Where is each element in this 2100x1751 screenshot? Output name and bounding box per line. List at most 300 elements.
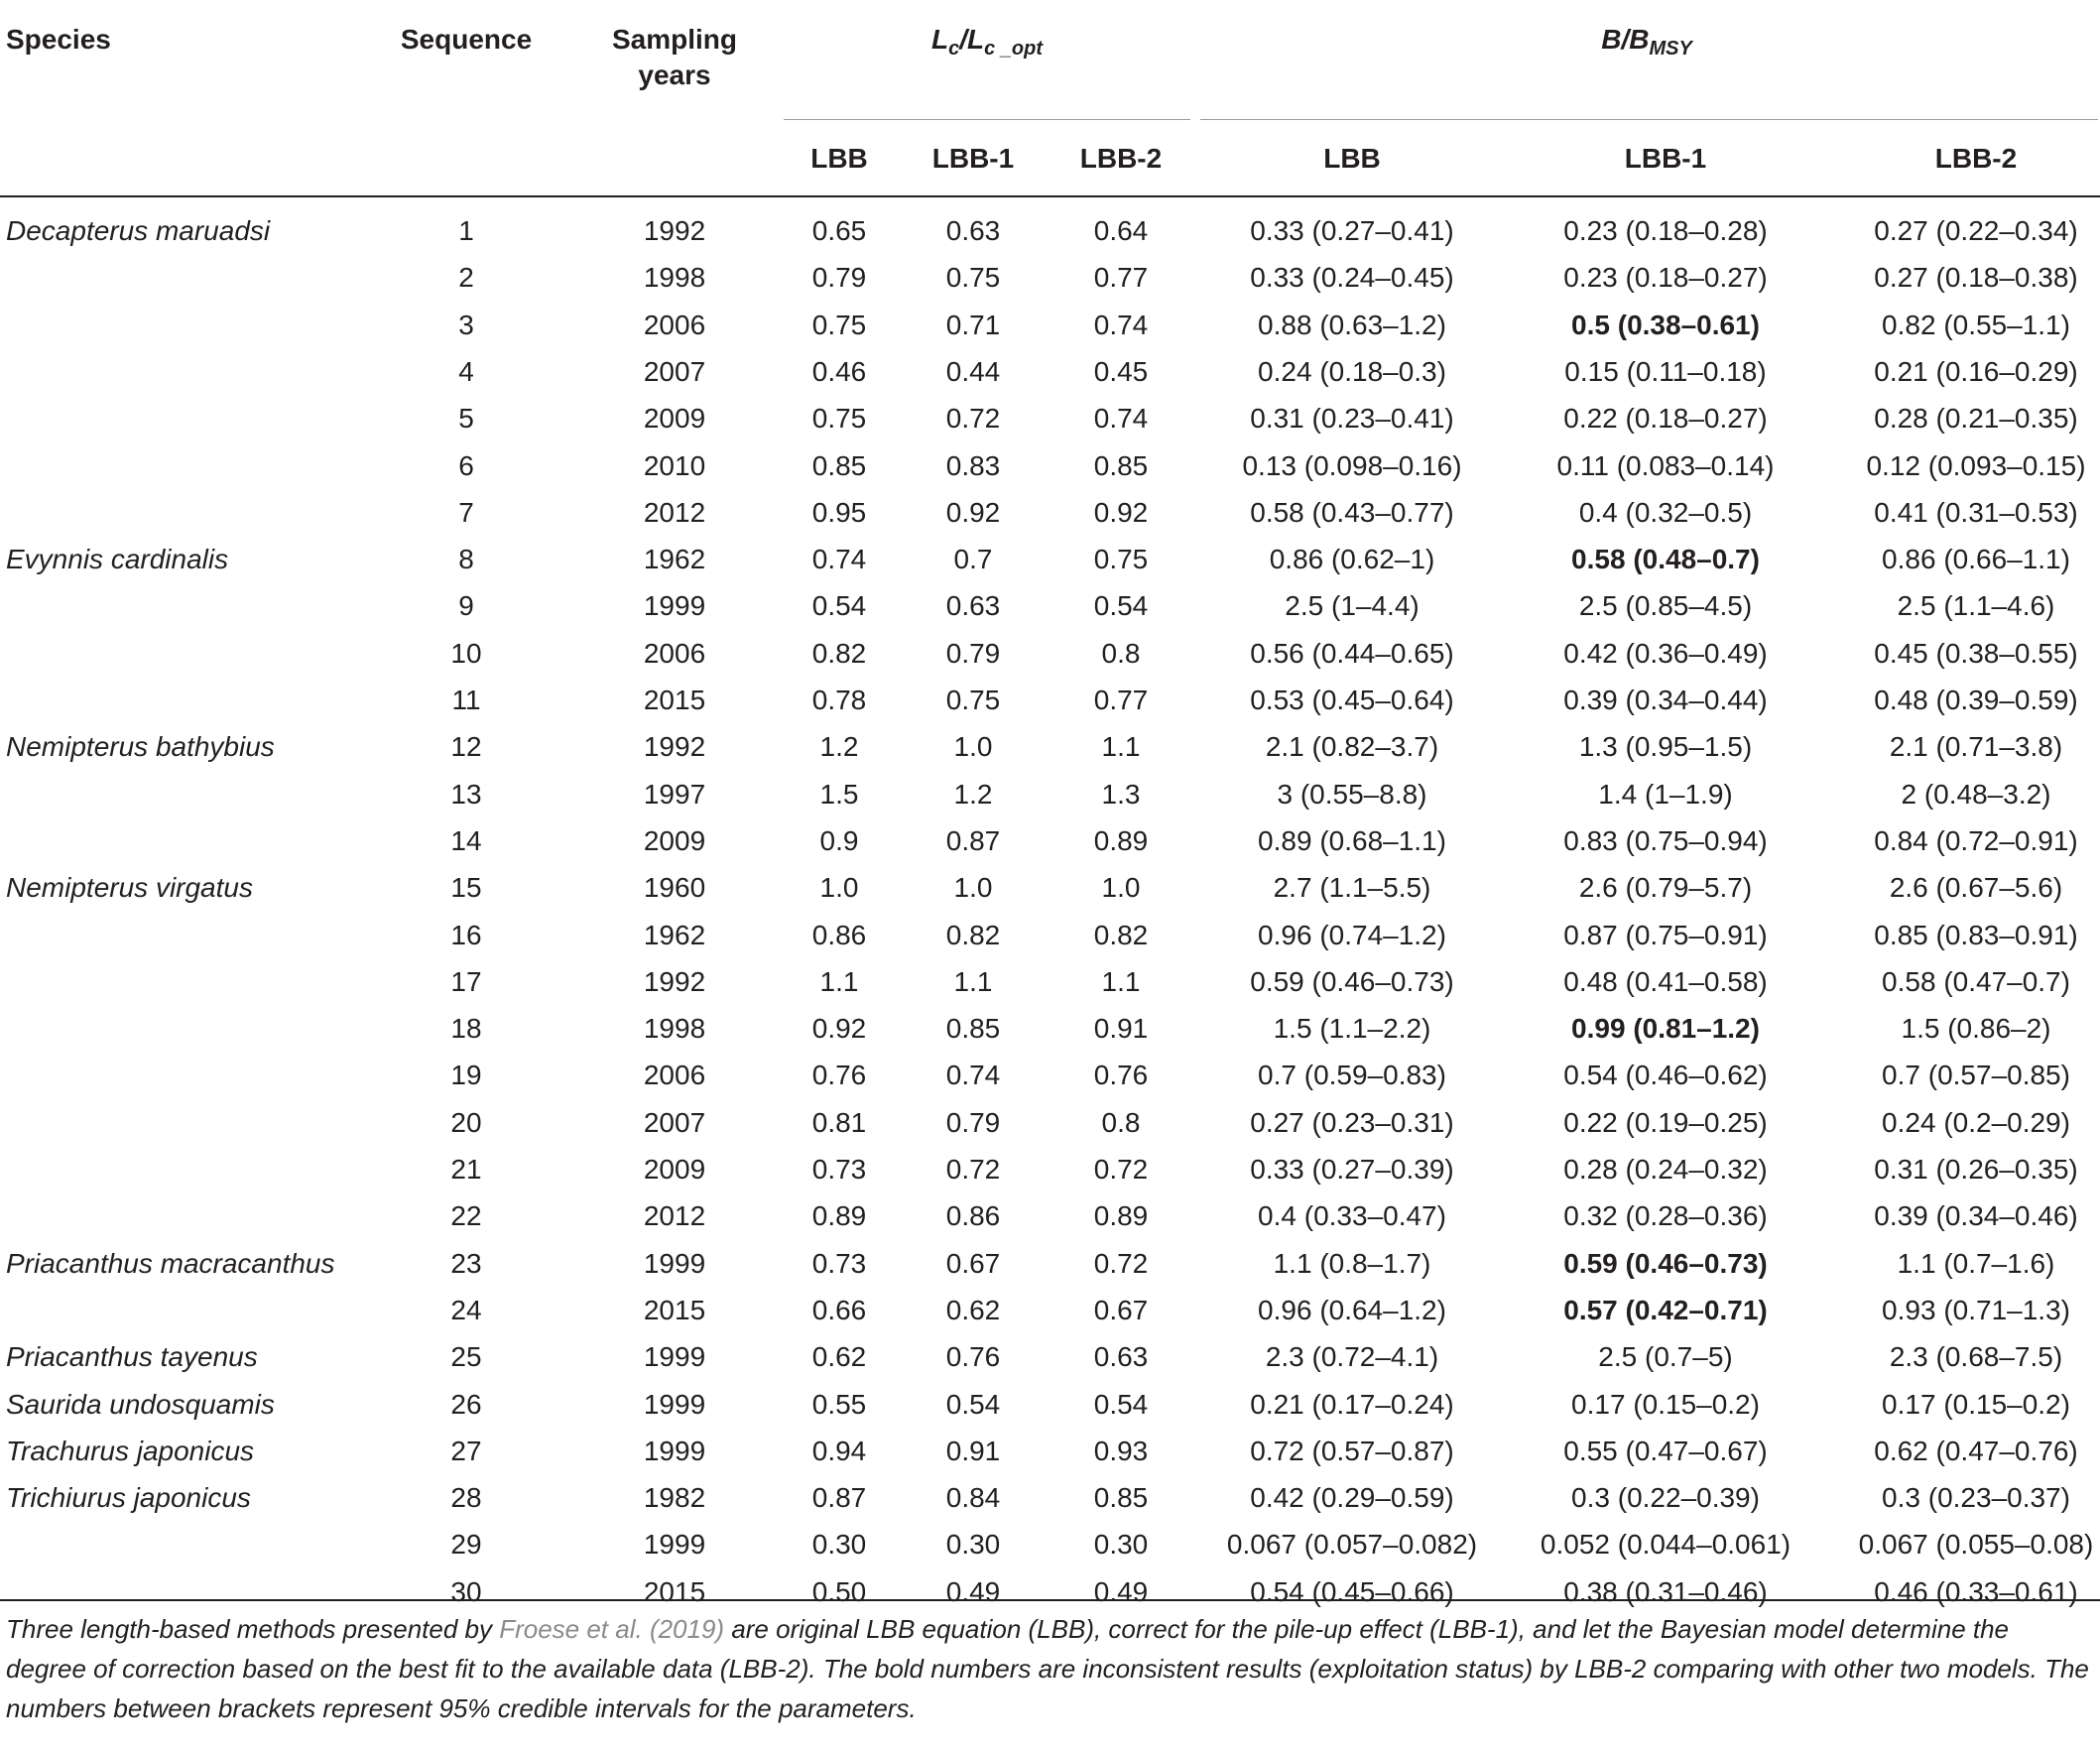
lc-lbb1-cell: 0.79 [945,637,1001,669]
year-cell: 2015 [643,1294,706,1325]
b-lbb2-cell: 0.24 (0.2–0.29) [1882,1106,2070,1138]
lc-lbb2-cell: 0.72 [1093,1247,1149,1279]
b-lbb2-cell: 0.27 (0.22–0.34) [1874,215,2078,246]
lc-lbb2-cell: 1.1 [1101,731,1141,763]
table-row [0,302,2100,348]
lc-lbb1-cell: 0.83 [945,449,1001,481]
lc-lbb1-cell: 0.72 [945,1154,1001,1185]
sequence-cell: 30 [450,1575,482,1607]
b-lbb-cell: 0.24 (0.18–0.3) [1258,355,1446,387]
sequence-cell: 28 [450,1482,482,1514]
b-lbb1-cell: 0.39 (0.34–0.44) [1563,685,1768,715]
lc-lbb-cell: 0.30 [811,1529,867,1561]
lc-lbb1-cell: 0.85 [945,1013,1001,1045]
table-row [0,677,2100,723]
b-lbb-cell: 0.33 (0.24–0.45) [1250,262,1454,294]
year-cell: 1960 [643,872,706,904]
table-row [0,395,2100,441]
b-lbb1-cell: 0.55 (0.47–0.67) [1563,1435,1768,1466]
b-lbb2-cell: 0.12 (0.093–0.15) [1866,449,2086,481]
b-lbb-cell: 2.7 (1.1–5.5) [1273,872,1431,904]
table-row [0,348,2100,395]
lc-lbb2-cell: 0.93 [1093,1435,1149,1466]
lc-lbb-cell: 0.94 [811,1435,867,1466]
footnote-text-1: Three length-based methods presented by [6,1614,500,1644]
lc-lbb-cell: 1.5 [819,778,859,810]
sequence-cell: 10 [450,637,482,669]
sequence-cell: 9 [458,590,474,622]
b-lbb2-cell: 0.58 (0.47–0.7) [1882,965,2070,997]
table-row [0,864,2100,911]
lc-sub2: c _opt [984,38,1044,60]
year-cell: 1999 [643,1341,706,1373]
species-cell: Trichiurus japonicus [6,1482,251,1514]
b-lbb-cell: 0.96 (0.64–1.2) [1258,1294,1446,1325]
sequence-cell: 13 [450,778,482,810]
lc-lbb2-cell: 0.92 [1093,496,1149,528]
lc-lbb1-cell: 1.0 [953,731,993,763]
lc-lbb2-cell: 0.8 [1101,637,1141,669]
table-row [0,771,2100,817]
table-bottom-rule [0,1599,2100,1601]
subheader-lc-lbb1: LBB-1 [931,143,1015,174]
lc-lbb2-cell: 0.8 [1101,1106,1141,1138]
species-cell: Nemipterus bathybius [6,731,275,763]
lc-lbb-cell: 0.89 [811,1200,867,1232]
lc-lbb-cell: 0.66 [811,1294,867,1325]
lc-lbb-cell: 0.81 [811,1106,867,1138]
b-lbb2-cell: 0.48 (0.39–0.59) [1874,685,2078,715]
lc-lbb2-cell: 0.76 [1093,1060,1149,1091]
lc-lbb-cell: 0.73 [811,1154,867,1185]
table-row [0,1146,2100,1192]
lc-lbb1-cell: 0.86 [945,1200,1001,1232]
b-lbb1-cell: 0.54 (0.46–0.62) [1563,1060,1768,1091]
year-cell: 2012 [643,496,706,528]
lc-lbb1-cell: 0.54 [945,1388,1001,1420]
table-row [0,442,2100,489]
sequence-cell: 14 [450,824,482,856]
b-lbb-cell: 0.21 (0.17–0.24) [1250,1388,1454,1420]
lc-lbb2-cell: 1.1 [1101,965,1141,997]
lc-lbb1-cell: 0.67 [945,1247,1001,1279]
sequence-cell: 19 [450,1060,482,1091]
b-lbb1-cell: 0.17 (0.15–0.2) [1571,1388,1760,1420]
b-lbb-cell: 2.1 (0.82–3.7) [1265,731,1439,763]
b-lbb2-cell: 0.41 (0.31–0.53) [1874,496,2078,528]
sequence-cell: 29 [450,1529,482,1561]
species-cell: Priacanthus tayenus [6,1341,258,1373]
group-rule-lc [784,119,1190,120]
species-cell: Trachurus japonicus [6,1435,255,1466]
b-lbb-cell: 0.067 (0.057–0.082) [1226,1529,1478,1561]
b-lbb2-cell: 2.6 (0.67–5.6) [1889,872,2063,904]
b-lbb1-cell: 0.58 (0.48–0.7) [1571,544,1760,575]
lc-lbb2-cell: 0.54 [1093,590,1149,622]
species-cell: Priacanthus macracanthus [6,1247,335,1279]
b-lbb-cell: 2.5 (1–4.4) [1285,590,1420,622]
b-lbb1-cell: 1.4 (1–1.9) [1598,778,1733,810]
table-row [0,912,2100,958]
lc-lbb1-cell: 0.63 [945,215,1001,246]
table-row [0,1005,2100,1052]
year-cell: 1982 [643,1482,706,1514]
lc-lbb2-cell: 1.3 [1101,778,1141,810]
b-lbb-cell: 0.89 (0.68–1.1) [1258,824,1446,856]
lc-lbb1-cell: 1.2 [953,778,993,810]
b-lbb2-cell: 0.7 (0.57–0.85) [1882,1060,2070,1091]
year-cell: 1997 [643,778,706,810]
sequence-cell: 17 [450,965,482,997]
group-rule-b [1200,119,2098,120]
year-cell: 1998 [643,262,706,294]
sequence-cell: 3 [458,309,474,340]
lc-lbb1-cell: 0.74 [945,1060,1001,1091]
b-lbb-cell: 0.59 (0.46–0.73) [1250,965,1454,997]
b-lbb1-cell: 2.5 (0.85–4.5) [1578,590,1753,622]
lc-lbb1-cell: 0.82 [945,919,1001,950]
b-lbb-cell: 0.33 (0.27–0.41) [1250,215,1454,246]
lc-lbb-cell: 0.9 [819,824,859,856]
table-row [0,1052,2100,1098]
year-cell: 2007 [643,1106,706,1138]
lc-lbb-cell: 1.2 [819,731,859,763]
lc-lbb2-cell: 0.89 [1093,1200,1149,1232]
year-cell: 1998 [643,1013,706,1045]
lc-lbb-cell: 0.75 [811,403,867,435]
table-row [0,582,2100,629]
lc-slash: /L [959,24,985,55]
lc-lbb2-cell: 0.77 [1093,685,1149,715]
b-lbb2-cell: 0.62 (0.47–0.76) [1874,1435,2078,1466]
b-lbb1-cell: 1.3 (0.95–1.5) [1578,731,1753,763]
subheader-b-lbb1: LBB-1 [1624,143,1707,174]
b-lbb2-cell: 2.3 (0.68–7.5) [1889,1341,2063,1373]
b-lbb1-cell: 2.6 (0.79–5.7) [1578,872,1753,904]
b-lbb1-cell: 0.4 (0.32–0.5) [1578,496,1753,528]
lc-sub1: c [948,38,960,60]
b-lbb2-cell: 0.3 (0.23–0.37) [1882,1482,2070,1514]
b-lbb1-cell: 0.32 (0.28–0.36) [1563,1200,1768,1232]
lc-lbb2-cell: 0.45 [1093,355,1149,387]
sequence-cell: 27 [450,1435,482,1466]
col-header-sequence: Sequence [400,24,533,55]
lc-lbb1-cell: 0.7 [953,544,993,575]
header-bottom-rule [0,195,2100,197]
b-lbb-cell: 0.53 (0.45–0.64) [1250,685,1454,715]
lc-lbb-cell: 0.86 [811,919,867,950]
b-lbb2-cell: 0.84 (0.72–0.91) [1874,824,2078,856]
subheader-b-lbb: LBB [1323,143,1381,174]
year-cell: 1992 [643,965,706,997]
lc-lbb1-cell: 0.44 [945,355,1001,387]
lc-lbb1-cell: 1.1 [953,965,993,997]
lc-lbb1-cell: 0.30 [945,1529,1001,1561]
lc-lbb-cell: 0.92 [811,1013,867,1045]
sequence-cell: 4 [458,355,474,387]
sequence-cell: 6 [458,449,474,481]
b-lbb1-cell: 0.57 (0.42–0.71) [1563,1294,1768,1325]
b-lbb2-cell: 0.31 (0.26–0.35) [1874,1154,2078,1185]
footnote-reference-link[interactable]: Froese et al. (2019) [499,1614,725,1644]
lc-lbb2-cell: 0.54 [1093,1388,1149,1420]
table-footnote [6,1609,2089,1728]
year-cell: 1962 [643,544,706,575]
table-row [0,1428,2100,1474]
b-lbb-cell: 1.5 (1.1–2.2) [1273,1013,1431,1045]
b-lbb2-cell: 0.067 (0.055–0.08) [1858,1529,2094,1561]
lc-lbb2-cell: 0.30 [1093,1529,1149,1561]
b-lbb1-cell: 0.23 (0.18–0.27) [1563,262,1768,294]
year-cell: 1992 [643,731,706,763]
year-cell: 2009 [643,1154,706,1185]
subheader-b-lbb2: LBB-2 [1934,143,2018,174]
year-cell: 1999 [643,1435,706,1466]
table-row [0,536,2100,582]
b-lbb1-cell: 0.15 (0.11–0.18) [1564,355,1767,387]
year-cell: 2009 [643,824,706,856]
b-lbb-cell: 0.56 (0.44–0.65) [1250,637,1454,669]
species-cell: Decapterus maruadsi [6,215,271,246]
lc-lbb1-cell: 0.63 [945,590,1001,622]
b-lbb1-cell: 0.11 (0.083–0.14) [1556,449,1775,481]
group-header-lc-lcopt [784,22,1190,66]
lc-lbb-cell: 1.1 [819,965,859,997]
table-row [0,1521,2100,1567]
lc-lbb1-cell: 0.87 [945,824,1001,856]
b-lbb1-cell: 0.22 (0.18–0.27) [1563,403,1768,435]
b-lbb1-cell: 0.052 (0.044–0.061) [1540,1529,1791,1561]
sequence-cell: 7 [458,496,474,528]
lc-lbb2-cell: 0.75 [1093,544,1149,575]
lc-lbb1-cell: 0.72 [945,403,1001,435]
b-lbb2-cell: 1.1 (0.7–1.6) [1897,1247,2055,1279]
sequence-cell: 8 [458,544,474,575]
b-lbb1-cell: 0.38 (0.31–0.46) [1563,1575,1768,1607]
table-row [0,207,2100,254]
species-cell: Saurida undosquamis [6,1388,275,1420]
b-lbb2-cell: 0.86 (0.66–1.1) [1882,544,2070,575]
lc-lbb-cell: 0.54 [811,590,867,622]
lc-lbb-cell: 0.95 [811,496,867,528]
b-lbb1-cell: 0.5 (0.38–0.61) [1571,309,1760,340]
b-lbb2-cell: 2 (0.48–3.2) [1901,778,2051,810]
year-cell: 2006 [643,1060,706,1091]
lc-lbb1-cell: 0.75 [945,262,1001,294]
lc-lbb1-cell: 0.76 [945,1341,1001,1373]
year-cell: 2012 [643,1200,706,1232]
subheader-lc-lbb2: LBB-2 [1079,143,1163,174]
sampling-years-line1: Sampling [611,24,737,55]
b-lbb-cell: 0.7 (0.59–0.83) [1258,1060,1446,1091]
b-lbb-cell: 3 (0.55–8.8) [1277,778,1427,810]
lc-lbb-cell: 0.73 [811,1247,867,1279]
lc-lbb-cell: 0.76 [811,1060,867,1091]
lc-lbb2-cell: 0.64 [1093,215,1149,246]
table-row [0,1240,2100,1287]
table-row [0,1568,2100,1615]
lc-lbb2-cell: 1.0 [1101,872,1141,904]
sequence-cell: 5 [458,403,474,435]
lc-lbb1-cell: 0.49 [945,1575,1001,1607]
b-sub: MSY [1649,38,1692,60]
sequence-cell: 15 [450,872,482,904]
b-lbb2-cell: 0.39 (0.34–0.46) [1874,1200,2078,1232]
subheader-lc-lbb: LBB [810,143,868,174]
table-row [0,1333,2100,1380]
footnote-text-2: are original LBB equation (LBB), correct for the pile-up effect (LBB-1), and let the Bayesian model determine the degree of correction based on the best fit to the available data (LBB-2). The bold numbers are inconsistent results (exploitation status) by LBB-2 comparing with other two models. The numbers between brackets represent 95% credible intervals for the parameters. [6,1614,2089,1723]
lc-lbb2-cell: 0.82 [1093,919,1149,950]
b-lbb-cell: 0.88 (0.63–1.2) [1258,309,1446,340]
year-cell: 2015 [643,685,706,715]
group-header-b-bmsy [1200,22,2093,66]
b-lbb-cell: 1.1 (0.8–1.7) [1273,1247,1431,1279]
col-header-species: Species [6,24,111,55]
b-lbb-cell: 0.54 (0.45–0.66) [1250,1575,1454,1607]
table-row [0,1099,2100,1146]
year-cell: 2006 [643,309,706,340]
b-lbb1-cell: 0.28 (0.24–0.32) [1563,1154,1768,1185]
lc-lbb2-cell: 0.89 [1093,824,1149,856]
lc-lbb1-cell: 1.0 [953,872,993,904]
b-lbb-cell: 2.3 (0.72–4.1) [1265,1341,1439,1373]
b-lbb2-cell: 0.85 (0.83–0.91) [1874,919,2078,950]
sequence-cell: 23 [450,1247,482,1279]
year-cell: 1999 [643,1388,706,1420]
b-lbb2-cell: 0.28 (0.21–0.35) [1874,403,2078,435]
year-cell: 2007 [643,355,706,387]
b-lbb2-cell: 0.93 (0.71–1.3) [1882,1294,2070,1325]
lc-lbb1-cell: 0.62 [945,1294,1001,1325]
b-lbb2-cell: 0.45 (0.38–0.55) [1874,637,2078,669]
b-lbb-cell: 0.42 (0.29–0.59) [1250,1482,1454,1514]
b-lbb-cell: 0.4 (0.33–0.47) [1258,1200,1446,1232]
lc-lbb-cell: 0.50 [811,1575,867,1607]
col-header-sampling-years [595,22,754,93]
table-row [0,1192,2100,1239]
sequence-cell: 16 [450,919,482,950]
b-lbb2-cell: 0.21 (0.16–0.29) [1874,355,2078,387]
lc-lbb1-cell: 0.75 [945,685,1001,715]
sequence-cell: 24 [450,1294,482,1325]
table-row [0,723,2100,770]
sequence-cell: 25 [450,1341,482,1373]
b-lbb1-cell: 0.22 (0.19–0.25) [1563,1106,1768,1138]
year-cell: 1999 [643,590,706,622]
table-row [0,630,2100,677]
lc-lbb-cell: 0.78 [811,685,867,715]
lc-lbb-cell: 0.65 [811,215,867,246]
lc-lbb2-cell: 0.91 [1093,1013,1149,1045]
year-cell: 1999 [643,1529,706,1561]
lc-main: L [930,24,949,55]
sequence-cell: 18 [450,1013,482,1045]
b-lbb1-cell: 0.23 (0.18–0.28) [1563,215,1768,246]
b-lbb2-cell: 0.17 (0.15–0.2) [1882,1388,2070,1420]
b-main: B/B [1601,24,1650,55]
b-lbb1-cell: 0.87 (0.75–0.91) [1563,919,1768,950]
lc-lbb-cell: 0.62 [811,1341,867,1373]
b-lbb-cell: 0.31 (0.23–0.41) [1250,403,1454,435]
table-row [0,1287,2100,1333]
lc-lbb1-cell: 0.71 [945,309,1001,340]
lc-lbb-cell: 0.82 [811,637,867,669]
b-lbb1-cell: 0.59 (0.46–0.73) [1563,1247,1768,1279]
lc-lbb2-cell: 0.74 [1093,309,1149,340]
table-row [0,489,2100,536]
sequence-cell: 2 [458,262,474,294]
b-lbb-cell: 0.33 (0.27–0.39) [1250,1154,1454,1185]
lc-lbb1-cell: 0.91 [945,1435,1001,1466]
table-row [0,817,2100,864]
sequence-cell: 20 [450,1106,482,1138]
table-row [0,1474,2100,1521]
lc-lbb-cell: 0.46 [811,355,867,387]
b-lbb2-cell: 2.5 (1.1–4.6) [1897,590,2055,622]
b-lbb-cell: 0.72 (0.57–0.87) [1250,1435,1454,1466]
sequence-cell: 12 [450,731,482,763]
sampling-years-line2: years [638,60,711,90]
b-lbb-cell: 0.86 (0.62–1) [1269,544,1435,575]
lc-lbb2-cell: 0.67 [1093,1294,1149,1325]
lc-lbb-cell: 1.0 [819,872,859,904]
b-lbb1-cell: 0.99 (0.81–1.2) [1571,1013,1760,1045]
b-lbb1-cell: 0.3 (0.22–0.39) [1571,1482,1760,1514]
b-lbb1-cell: 2.5 (0.7–5) [1598,1341,1733,1373]
species-cell: Evynnis cardinalis [6,544,229,575]
b-lbb-cell: 0.13 (0.098–0.16) [1242,449,1462,481]
lc-lbb1-cell: 0.84 [945,1482,1001,1514]
sequence-cell: 21 [450,1154,482,1185]
lc-lbb2-cell: 0.74 [1093,403,1149,435]
lc-lbb-cell: 0.74 [811,544,867,575]
year-cell: 1962 [643,919,706,950]
lc-lbb1-cell: 0.79 [945,1106,1001,1138]
table-row [0,1381,2100,1428]
b-lbb-cell: 0.58 (0.43–0.77) [1250,496,1454,528]
lc-lbb2-cell: 0.72 [1093,1154,1149,1185]
year-cell: 2015 [643,1575,706,1607]
b-lbb2-cell: 0.27 (0.18–0.38) [1874,262,2078,294]
sequence-cell: 1 [458,215,474,246]
table-row [0,254,2100,301]
lc-lbb2-cell: 0.49 [1093,1575,1149,1607]
b-lbb2-cell: 1.5 (0.86–2) [1901,1013,2051,1045]
lc-lbb2-cell: 0.63 [1093,1341,1149,1373]
lc-lbb-cell: 0.79 [811,262,867,294]
year-cell: 2006 [643,637,706,669]
table-row [0,958,2100,1005]
lc-lbb2-cell: 0.85 [1093,449,1149,481]
species-cell: Nemipterus virgatus [6,872,253,904]
lc-lbb1-cell: 0.92 [945,496,1001,528]
year-cell: 2010 [643,449,706,481]
lc-lbb-cell: 0.75 [811,309,867,340]
lc-lbb-cell: 0.87 [811,1482,867,1514]
year-cell: 2009 [643,403,706,435]
b-lbb1-cell: 0.83 (0.75–0.94) [1563,824,1768,856]
b-lbb2-cell: 0.82 (0.55–1.1) [1882,309,2070,340]
sequence-cell: 22 [450,1200,482,1232]
year-cell: 1992 [643,215,706,246]
lc-lbb-cell: 0.55 [811,1388,867,1420]
sequence-cell: 26 [450,1388,482,1420]
b-lbb-cell: 0.96 (0.74–1.2) [1258,919,1446,950]
sequence-cell: 11 [451,685,481,715]
lc-lbb2-cell: 0.77 [1093,262,1149,294]
b-lbb2-cell: 2.1 (0.71–3.8) [1889,731,2063,763]
year-cell: 1999 [643,1247,706,1279]
